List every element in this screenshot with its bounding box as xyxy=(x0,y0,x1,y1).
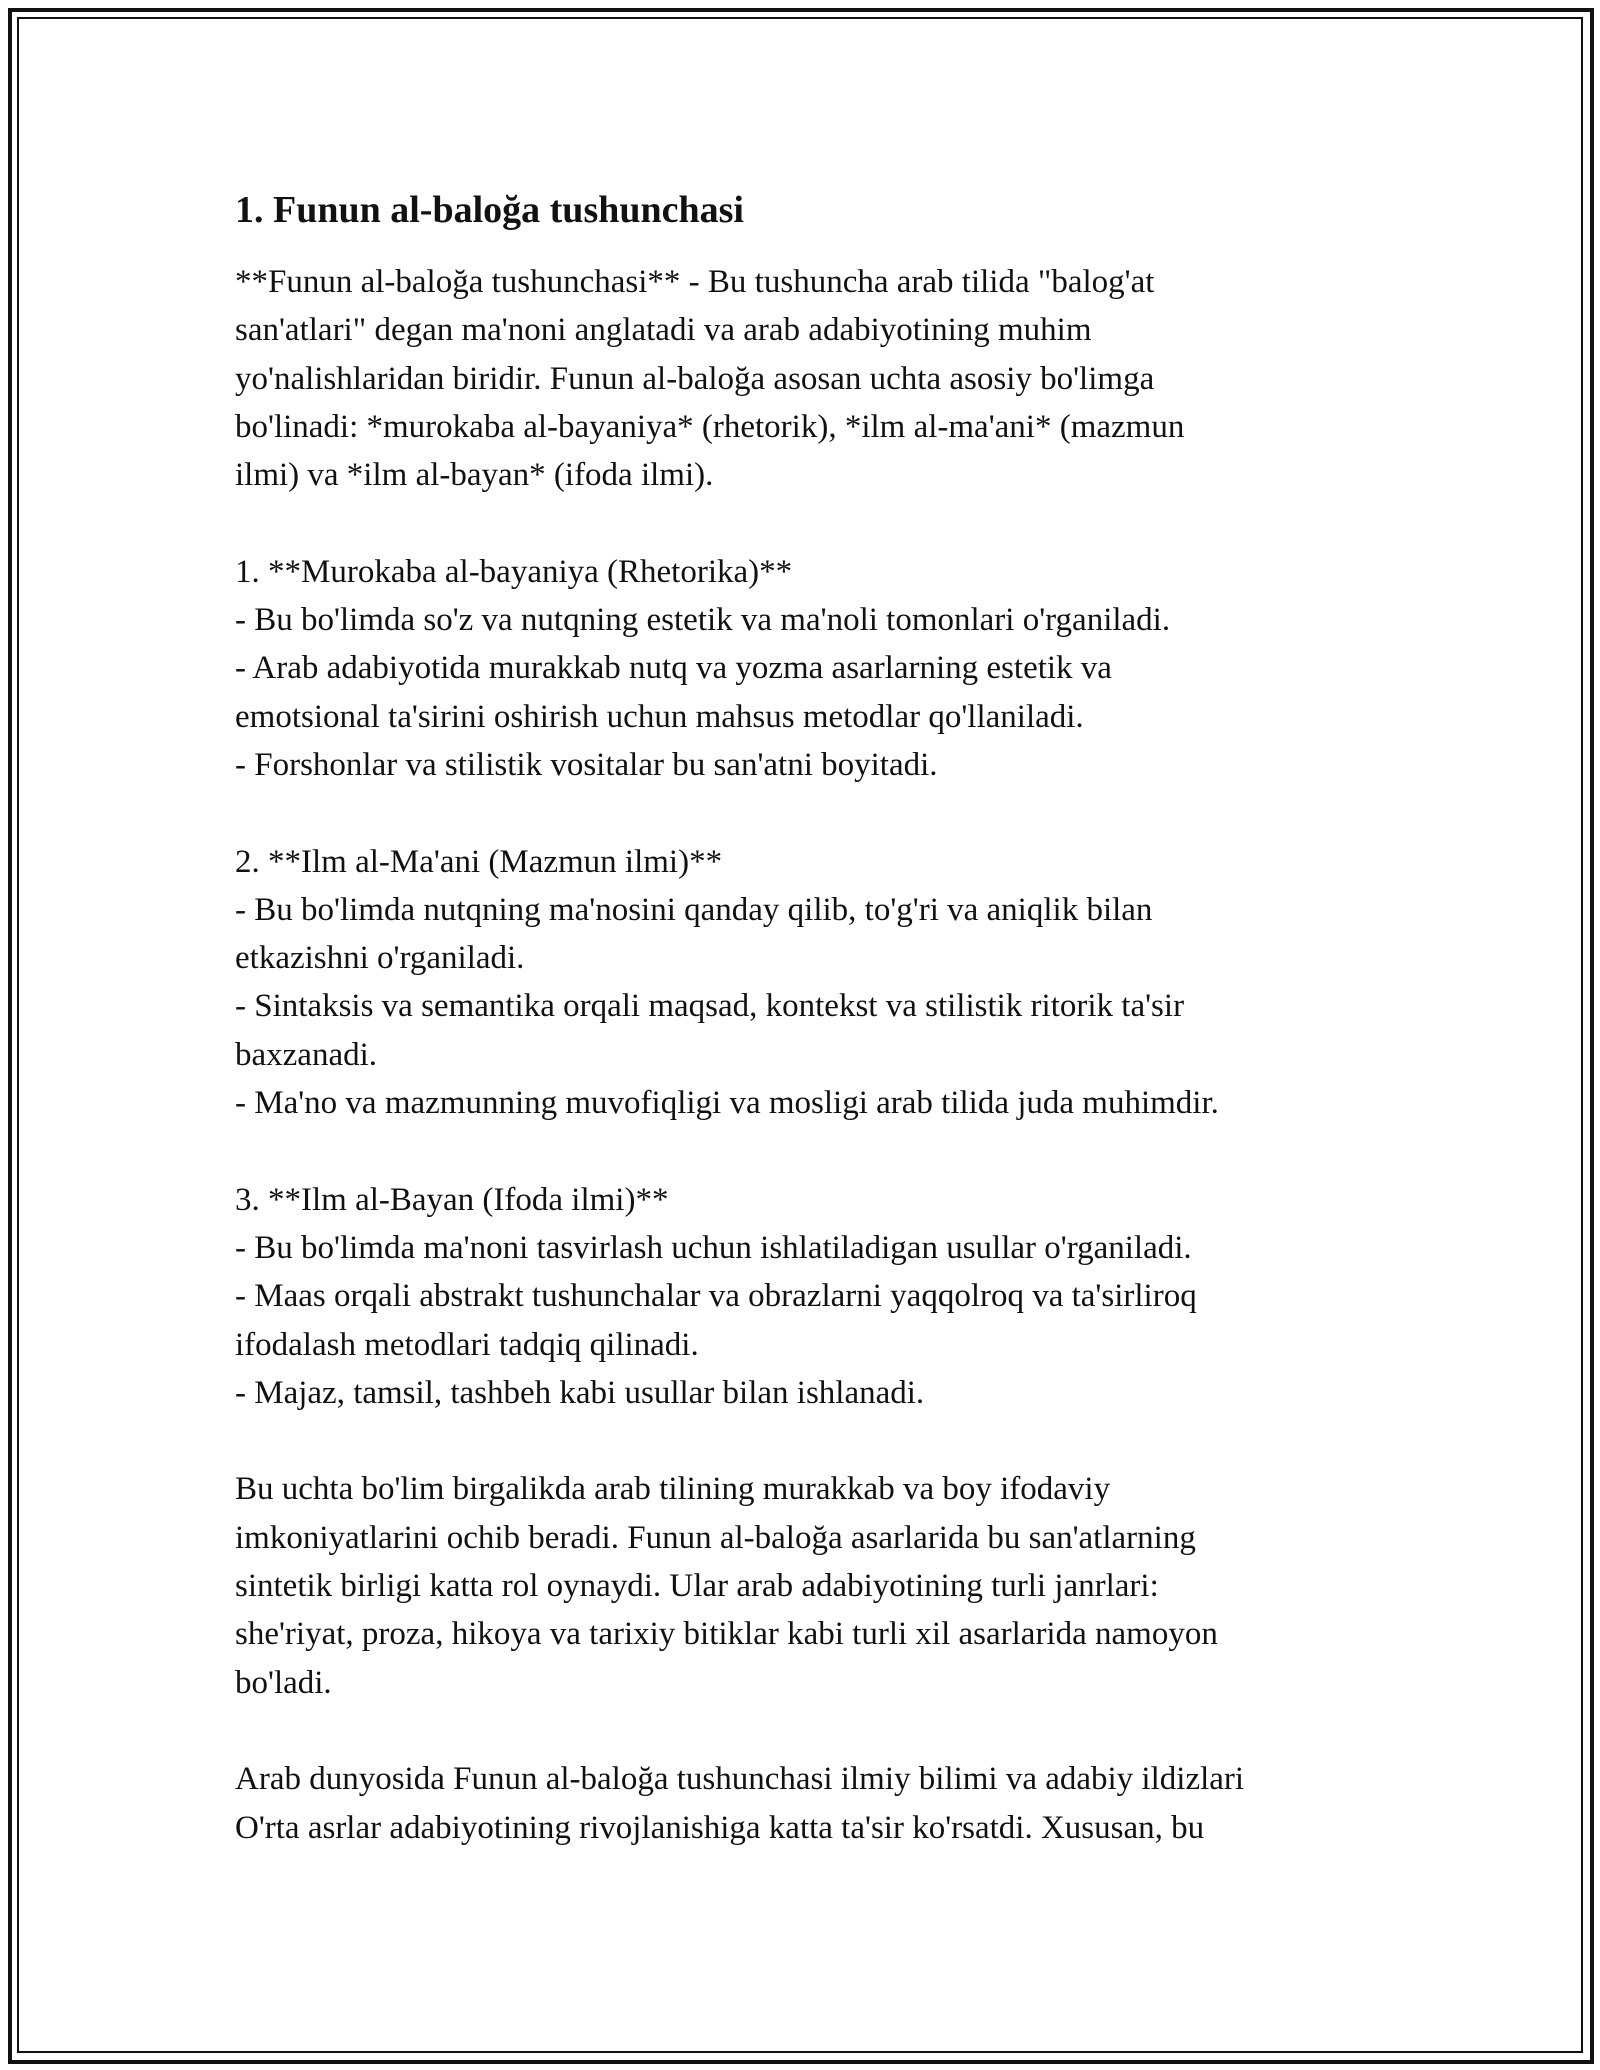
paragraph-gap xyxy=(235,1417,1385,1465)
section-murokaba: 1. **Murokaba al-bayaniya (Rhetorika)** - Bu bo'limda so'z va nutqning estetik va ma'noli tomonlari o'rganiladi. - Arab adabiyotida murakkab nutq va yozma asarlarning estetik va emotsional ta'sirini oshirish uchun mahsus metodlar qo'llaniladi. - Forshonlar va stilistik vositalar bu san'atni boyitadi. xyxy=(235,553,1171,783)
summary-paragraph: Bu uchta bo'lim birgalikda arab tilining murakkab va boy ifodaviy imkoniyatlarini ochib beradi. Funun al-baloğa asarlarida bu san'atlarning sintetik birligi katta rol oynaydi. Ular arab adabiyotining turli janrlari: she'riyat, proza, hikoya va tarixiy bitiklar kabi turli xil asarlarida namoyon bo'ladi. xyxy=(235,1471,1218,1701)
paragraph-gap xyxy=(235,1127,1385,1175)
closing-paragraph: Arab dunyosida Funun al-baloğa tushunchasi ilmiy bilimi va adabiy ildizlari O'rta asrlar adabiyotining rivojlanishiga katta ta'sir ko'rsatdi. Xususan, bu xyxy=(235,1761,1245,1846)
section-ilm-al-maani: 2. **Ilm al-Ma'ani (Mazmun ilmi)** - Bu bo'limda nutqning ma'nosini qanday qilib, to'g'ri va aniqlik bilan etkazishni o'rganiladi. - Sintaksis va semantika orqali maqsad, kontekst va stilistik ritorik ta'sir baxzanadi. - Ma'no va mazmunning muvofiqligi va mosligi arab tilida juda muhimdir. xyxy=(235,843,1219,1122)
paragraph-gap xyxy=(235,1707,1385,1755)
document-body xyxy=(235,186,1385,1852)
section-heading: 1. Funun al-baloğa tushunchasi xyxy=(235,189,744,231)
paragraph-gap xyxy=(235,499,1385,547)
paragraph-gap xyxy=(235,789,1385,837)
section-ilm-al-bayan: 3. **Ilm al-Bayan (Ifoda ilmi)** - Bu bo'limda ma'noni tasvirlash uchun ishlatiladigan usullar o'rganiladi. - Maas orqali abstrakt tushunchalar va obrazlarni yaqqolroq va ta'sirliroq ifodalash metodlari tadqiq qilinadi. - Majaz, tamsil, tashbeh kabi usullar bilan ishlanadi. xyxy=(235,1181,1197,1411)
intro-paragraph: **Funun al-baloğa tushunchasi** - Bu tushuncha arab tilida "balog'at san'atlari" degan ma'noni anglatadi va arab adabiyotining muhim yo'nalishlaridan biridir. Funun al-baloğa asosan uchta asosiy bo'limga bo'linadi: *murokaba al-bayaniya* (rhetorik), *ilm al-ma'ani* (mazmun ilmi) va *ilm al-bayan* (ifoda ilmi). xyxy=(235,264,1185,494)
